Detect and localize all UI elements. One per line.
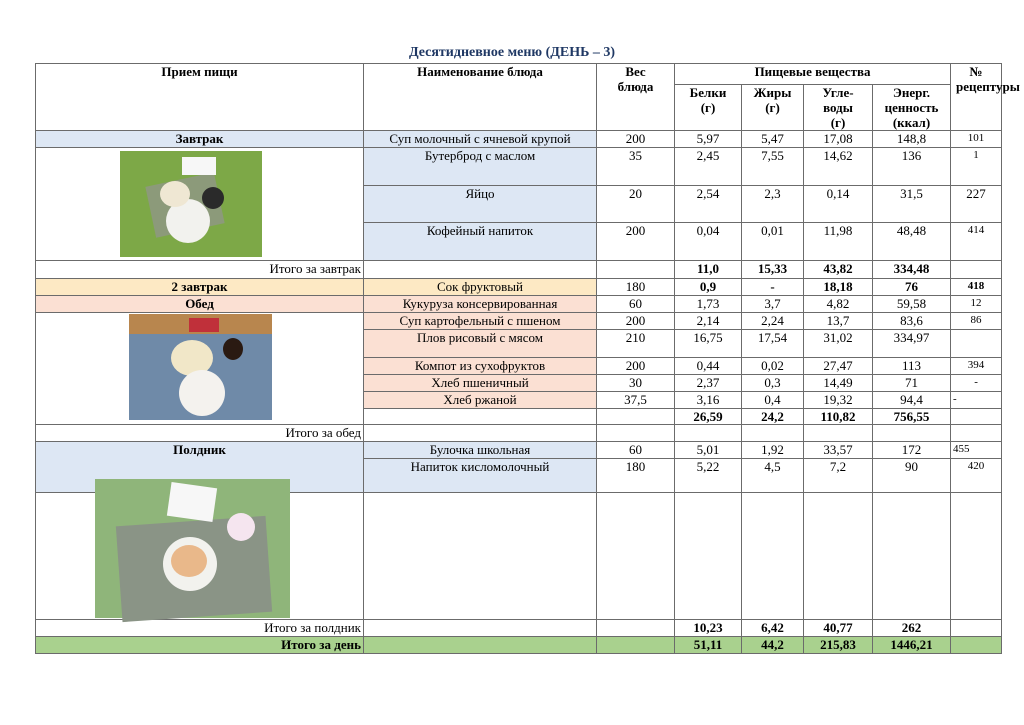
dish-cell: Булочка школьная [364,442,597,459]
breakfast-photo-cell [36,148,364,261]
header-fat: Жиры (г) [742,85,804,131]
fat-cell: 0,01 [742,223,804,261]
energy-cell: 48,48 [873,223,951,261]
energy-cell: 334,97 [873,330,951,358]
dish-cell: Кофейный напиток [364,223,597,261]
carbs-cell: 110,82 [804,409,873,425]
fat-cell: 15,33 [742,261,804,279]
table-row [36,279,1002,296]
snack-photo-cell [36,493,364,620]
table-row [36,131,1002,148]
weight-cell: 200 [597,223,675,261]
meal-label-snack: Полдник [36,442,364,493]
protein-cell: 0,04 [675,223,742,261]
recipe-cell: - [951,375,1002,392]
breakfast-photo [120,151,262,257]
header-meal: Прием пищи [36,64,364,131]
fat-cell: - [742,279,804,296]
protein-cell: 5,22 [675,459,742,493]
energy-cell: 334,48 [873,261,951,279]
fat-cell: 1,92 [742,442,804,459]
carbs-cell: 7,2 [804,459,873,493]
weight-cell: 180 [597,279,675,296]
header-dish: Наименование блюда [364,64,597,131]
recipe-cell: 414 [951,223,1002,261]
carbs-cell: 31,02 [804,330,873,358]
protein-cell: 26,59 [675,409,742,425]
carbs-cell: 40,77 [804,620,873,637]
meal-label-lunch: Обед [36,296,364,313]
energy-cell: 76 [873,279,951,296]
meal-label-breakfast: Завтрак [36,131,364,148]
header-weight: Вес блюда [597,64,675,131]
energy-cell: 94,4 [873,392,951,409]
dish-cell: Кукуруза консервированная [364,296,597,313]
recipe-cell: 12 [951,296,1002,313]
fat-cell: 2,3 [742,186,804,223]
energy-cell: 90 [873,459,951,493]
carbs-cell: 0,14 [804,186,873,223]
dish-cell: Хлеб ржаной [364,392,597,409]
energy-cell: 136 [873,148,951,186]
weight-cell: 20 [597,186,675,223]
header-energy: Энерг. ценность (ккал) [873,85,951,131]
energy-cell: 1446,21 [873,637,951,654]
table-row [36,296,1002,313]
carbs-cell: 14,49 [804,375,873,392]
protein-cell: 2,37 [675,375,742,392]
protein-cell: 2,45 [675,148,742,186]
recipe-cell: 1 [951,148,1002,186]
protein-cell: 1,73 [675,296,742,313]
total-row-day [36,637,1002,654]
fat-cell: 3,7 [742,296,804,313]
energy-cell: 113 [873,358,951,375]
dish-cell: Напиток кисломолочный [364,459,597,493]
dish-cell: Плов рисовый с мясом [364,330,597,358]
carbs-cell: 18,18 [804,279,873,296]
dish-cell: Яйцо [364,186,597,223]
lunch-photo [129,314,272,420]
protein-cell: 0,44 [675,358,742,375]
energy-cell: 31,5 [873,186,951,223]
table-row [36,442,1002,459]
protein-cell: 16,75 [675,330,742,358]
header-nutrients: Пищевые вещества [675,64,951,85]
fat-cell: 24,2 [742,409,804,425]
weight-cell: 35 [597,148,675,186]
table-row [36,313,1002,330]
fat-cell: 6,42 [742,620,804,637]
protein-cell: 51,11 [675,637,742,654]
weight-cell: 60 [597,296,675,313]
total-label: Итого за обед [36,425,364,442]
carbs-cell: 11,98 [804,223,873,261]
recipe-cell: 418 [951,279,1002,296]
energy-cell: 71 [873,375,951,392]
fat-cell: 4,5 [742,459,804,493]
energy-cell: 262 [873,620,951,637]
header-carbs: Угле-воды (г) [804,85,873,131]
total-label: Итого за завтрак [36,261,364,279]
weight-cell: 200 [597,131,675,148]
total-row-snack [36,620,1002,637]
carbs-cell: 4,82 [804,296,873,313]
recipe-cell: 101 [951,131,1002,148]
carbs-cell: 215,83 [804,637,873,654]
energy-cell: 59,58 [873,296,951,313]
recipe-cell: 394 [951,358,1002,375]
fat-cell: 5,47 [742,131,804,148]
carbs-cell: 19,32 [804,392,873,409]
dish-cell: Хлеб пшеничный [364,375,597,392]
total-label: Итого за полдник [36,620,364,637]
fat-cell: 44,2 [742,637,804,654]
fat-cell: 17,54 [742,330,804,358]
carbs-cell: 17,08 [804,131,873,148]
energy-cell: 83,6 [873,313,951,330]
fat-cell: 0,02 [742,358,804,375]
table-row [36,148,1002,186]
recipe-cell: 420 [951,459,1002,493]
energy-cell: 148,8 [873,131,951,148]
protein-cell: 10,23 [675,620,742,637]
dish-cell: Бутерброд с маслом [364,148,597,186]
weight-cell: 30 [597,375,675,392]
page-title: Десятидневное меню (ДЕНЬ – 3) [408,45,616,60]
protein-cell: 11,0 [675,261,742,279]
fat-cell: 7,55 [742,148,804,186]
energy-cell: 756,55 [873,409,951,425]
menu-table [35,63,1020,654]
dish-cell: Компот из сухофруктов [364,358,597,375]
weight-cell: 210 [597,330,675,358]
lunch-photo-cell [36,313,364,425]
weight-cell: 60 [597,442,675,459]
carbs-cell: 27,47 [804,358,873,375]
carbs-cell: 43,82 [804,261,873,279]
dish-cell: Суп картофельный с пшеном [364,313,597,330]
header-protein: Белки (г) [675,85,742,131]
dish-cell: Суп молочный с ячневой крупой [364,131,597,148]
weight-cell: 180 [597,459,675,493]
recipe-cell: 86 [951,313,1002,330]
protein-cell: 0,9 [675,279,742,296]
protein-cell: 3,16 [675,392,742,409]
weight-cell: 200 [597,358,675,375]
total-row-lunch [36,425,1002,442]
weight-cell: 200 [597,313,675,330]
snack-photo [95,479,290,618]
protein-cell: 5,97 [675,131,742,148]
protein-cell: 2,14 [675,313,742,330]
recipe-cell: - [951,392,1002,409]
fat-cell: 0,4 [742,392,804,409]
day-total-label: Итого за день [36,637,364,654]
weight-cell: 37,5 [597,392,675,409]
fat-cell: 2,24 [742,313,804,330]
dish-cell: Сок фруктовый [364,279,597,296]
meal-label-second-breakfast: 2 завтрак [36,279,364,296]
total-row-breakfast [36,261,1002,279]
recipe-cell: 227 [951,186,1002,223]
recipe-cell: 455 [951,442,1002,459]
recipe-cell [951,330,1002,358]
header-recipe: № рецептуры [951,64,1002,131]
protein-cell: 5,01 [675,442,742,459]
carbs-cell: 14,62 [804,148,873,186]
carbs-cell: 33,57 [804,442,873,459]
carbs-cell: 13,7 [804,313,873,330]
fat-cell: 0,3 [742,375,804,392]
protein-cell: 2,54 [675,186,742,223]
energy-cell: 172 [873,442,951,459]
